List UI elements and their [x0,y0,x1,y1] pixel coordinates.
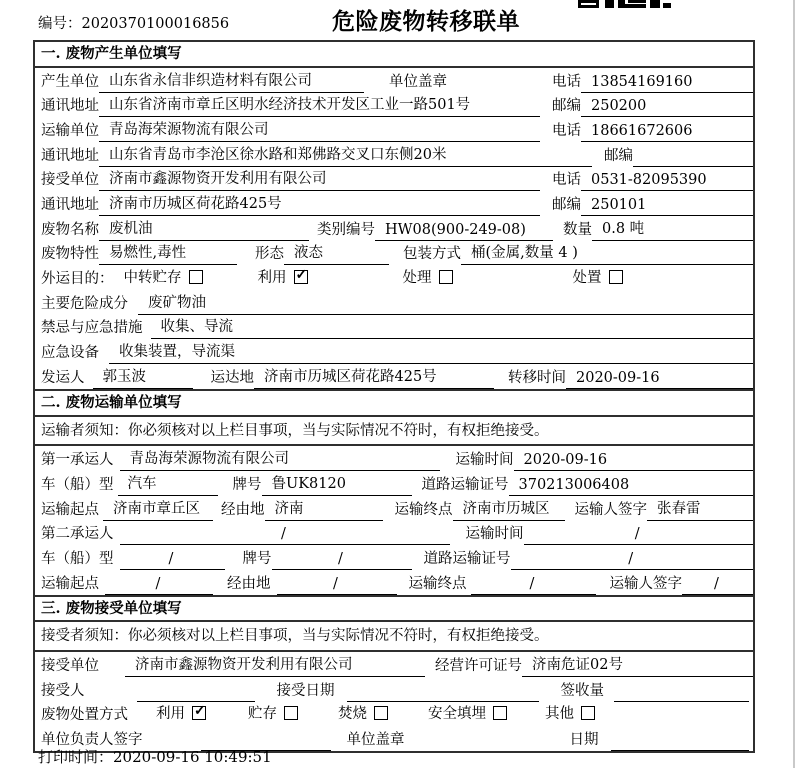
field-value: 济南市鑫源物资开发利用有限公司 [99,167,540,191]
field-label: 通讯地址 [41,147,99,164]
field-label: 废物处置方式 [41,707,128,724]
qr-code-fragment [578,0,674,9]
field-label: 牌号 [232,476,262,493]
field-value: 青岛海荣源物流有限公司 [120,447,440,471]
field-label: 邮编 [552,196,581,213]
blank-underline [614,685,749,702]
field-value: 济南 [265,497,383,521]
checkbox-label: 处理 [402,270,432,287]
field-value: 鲁UK8120 [262,472,412,496]
field-label: 通讯地址 [41,98,99,115]
form-row [35,545,753,570]
field-label: 运输时间 [455,452,514,469]
blank-underline [611,734,750,751]
field-value: 山东省青岛市李沧区徐水路和郑佛路交叉口东侧20米 [99,143,592,167]
field-label: 运输人签字 [574,501,647,518]
field-label: 接受单位 [41,172,99,189]
form-row [35,471,753,496]
checkbox-option [258,266,308,290]
section-header: 三. 废物接受单位填写 [35,597,753,623]
blank-underline [347,685,539,702]
field-label: 主要危险成分 [41,295,128,312]
form-row [35,521,753,546]
checkbox-unchecked-icon [493,706,507,720]
form-row [35,315,753,340]
doc-number [38,12,229,33]
field-value: 2020-09-16 [514,452,754,471]
field-label: 邮编 [604,147,633,164]
page-edge-line [793,0,795,768]
field-value: 收集、导流 [151,315,754,339]
field-value: 0.8 吨 [592,217,753,241]
field-label: 单位负责人签字 [41,732,143,749]
checkbox-option [428,702,507,726]
form-row [35,241,753,266]
form-section [35,389,753,595]
qr-block [605,0,614,8]
checkbox-option [545,702,595,726]
field-label: 运输起点 [41,575,99,592]
print-time-value: 2020-09-16 10:49:51 [113,748,272,766]
field-label: 运达地 [210,369,254,386]
field-value: 山东省永信非织造材料有限公司 [99,69,364,93]
field-label: 通讯地址 [41,196,99,213]
field-label: 道路运输证号 [423,550,511,567]
field-value: 济南市章丘区 [103,497,213,521]
field-label: 运输人签字 [609,575,682,592]
print-time-label: 打印时间： [38,748,114,766]
field-value: 易燃性,毒性 [99,241,237,265]
field-label: 禁忌与应急措施 [41,320,143,337]
field-value: / [682,576,753,595]
form-row [35,290,753,315]
field-label: 接受人 [41,682,85,699]
field-value: 废机油 [99,217,309,241]
checkbox-option [124,266,203,290]
field-value: / [524,526,754,545]
section-header: 一. 废物产生单位填写 [35,42,753,68]
field-value: 液态 [284,241,389,265]
section-note: 接受者须知：你必须核对以上栏目事项，当与实际情况不符时，有权拒绝接受。 [35,622,753,652]
checkbox-label: 安全填埋 [428,706,486,723]
field-value: 张春雷 [647,497,753,521]
form-row [35,339,753,364]
field-label: 电话 [552,172,581,189]
field-label: 道路运输证号 [421,476,509,493]
field-label: 第二承运人 [41,526,114,543]
form-row [35,117,753,142]
form-row [35,142,753,167]
blank-underline [137,685,255,702]
doc-number-label: 编号： [38,16,82,32]
field-label: 运输单位 [41,122,99,139]
form-section [35,595,753,751]
form-row [35,191,753,216]
checkbox-unchecked-icon [284,706,298,720]
form-row [35,496,753,521]
field-label: 经营许可证号 [435,657,522,674]
qr-block [618,4,646,8]
checkbox-unchecked-icon [374,706,388,720]
field-label: 经由地 [221,501,265,518]
qr-block [663,3,671,8]
field-value: 济南市鑫源物资开发利用有限公司 [125,653,425,677]
field-value: 收集装置，导流渠 [109,340,753,364]
checkbox-option [573,266,623,290]
field-value: 郭玉波 [93,365,193,389]
field-label: 转移时间 [508,369,566,386]
transfer-form-table [33,40,755,753]
field-label: 牌号 [242,550,272,567]
field-value: / [272,551,412,570]
blank-underline [633,150,753,167]
field-value: 青岛海荣源物流有限公司 [99,118,540,142]
checkbox-unchecked-icon [581,706,595,720]
field-label: 废物名称 [41,221,99,238]
field-value: 汽车 [118,472,218,496]
field-value: / [277,576,397,595]
field-label: 接受单位 [41,657,99,674]
qr-block [628,0,646,3]
checkbox-option [248,702,298,726]
form-row [35,652,753,677]
checkbox-label: 处置 [572,270,602,287]
checkbox-label: 中转贮存 [123,270,182,287]
field-value: / [120,526,450,545]
qr-block [650,0,660,8]
field-value: 废矿物油 [138,291,753,315]
field-label: 电话 [552,122,581,139]
field-label: 产生单位 [41,73,99,90]
page-title: 危险废物转移联单 [332,8,520,35]
field-label: 运输终点 [408,575,467,592]
checkbox-option [338,702,388,726]
field-value: 桶(金属,数量 4 ) [461,241,753,265]
field-label: 运输起点 [41,501,99,518]
checkbox-unchecked-icon [439,270,453,284]
field-label: 邮编 [552,98,581,115]
checkbox-label: 贮存 [248,706,277,723]
section-header: 二. 废物运输单位填写 [35,391,753,417]
checkbox-label: 其他 [545,706,574,723]
checkbox-unchecked-icon [609,270,623,284]
field-label: 电话 [552,73,581,90]
checkbox-option [403,266,453,290]
form-row [35,570,753,595]
field-value: / [511,551,754,570]
field-value: HW08(900-249-08) [375,222,553,241]
field-label: 包装方式 [403,246,461,263]
field-label: 经由地 [227,575,271,592]
print-time [38,746,272,767]
form-row [35,167,753,192]
doc-number-value: 2020370100016856 [81,16,230,32]
field-value: 济南危证02号 [522,653,753,677]
field-value: 250200 [581,98,753,117]
checkbox-checked-icon [294,270,308,284]
form-section [35,42,753,389]
field-label: 发运人 [41,369,85,386]
form-row [35,446,753,471]
field-value: 13854169160 [581,74,753,93]
form-row [35,93,753,118]
field-label: 日期 [569,732,599,749]
form-row [35,265,753,290]
form-row [35,702,753,727]
field-value: / [105,576,213,595]
checkbox-unchecked-icon [189,270,203,284]
field-label: 形态 [255,246,284,263]
field-value: 山东省济南市章丘区明水经济技术开发区工业一路501号 [99,93,540,117]
field-label: 接受日期 [276,682,335,699]
field-label: 运输时间 [465,526,524,543]
field-value: 济南市历城区荷花路425号 [254,365,494,389]
field-value: 18661672606 [581,123,753,142]
checkbox-label: 焚烧 [338,706,367,723]
field-label: 废物特性 [41,246,99,263]
field-value: 济南市历城区荷花路425号 [99,192,540,216]
field-label: 车（船）型 [41,476,114,493]
field-value: 2020-09-16 [566,370,753,389]
field-label: 单位盖章 [389,73,447,90]
field-label: 类别编号 [317,221,375,238]
field-label: 应急设备 [41,345,99,362]
field-value: / [120,551,225,570]
qr-block [578,0,599,8]
field-value: 250101 [581,197,753,216]
section-note: 运输者须知：你必须核对以上栏目事项，当与实际情况不符时，有权拒绝接受。 [35,417,753,447]
field-label: 车（船）型 [41,550,114,567]
field-label: 外运目的： [41,271,114,288]
form-row [35,677,753,702]
field-label: 签收量 [560,682,604,699]
form-row [35,364,753,389]
field-value: 济南市历城区 [453,497,565,521]
field-label: 运输终点 [394,501,453,518]
form-row [35,216,753,241]
checkbox-checked-icon [192,706,206,720]
form-row [35,68,753,93]
field-value: 370213006408 [509,477,754,496]
field-label: 第一承运人 [41,452,114,469]
checkbox-label: 利用 [257,270,287,287]
field-value: / [471,576,596,595]
field-label: 单位盖章 [346,732,405,749]
field-value: 0531-82095390 [581,172,753,191]
checkbox-option [156,702,206,726]
field-label: 数量 [563,221,592,238]
checkbox-label: 利用 [156,706,185,723]
